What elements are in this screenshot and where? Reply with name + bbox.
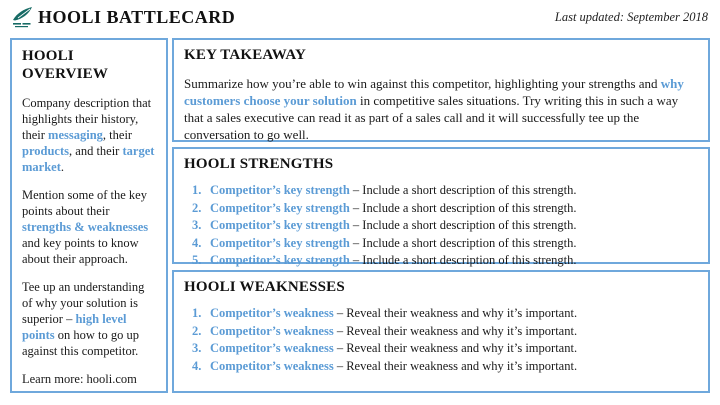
text-segment: Summarize how you’re able to win against this competitor, highlighting your strengths and (184, 76, 661, 91)
last-updated-text: Last updated: September 2018 (554, 10, 708, 24)
list-item-number: 4. (192, 235, 202, 250)
list-item-number: 2. (192, 323, 202, 338)
list-item-term: Competitor’s weakness (210, 323, 334, 338)
list-item (184, 200, 698, 218)
header (0, 0, 720, 36)
strengths-list (184, 182, 698, 270)
overview-panel (10, 38, 168, 393)
list-item-number: 1. (192, 183, 202, 197)
highlighted-term: products (22, 144, 70, 158)
strengths-title: HOOLI STRENGTHS (184, 156, 334, 172)
list-item (184, 340, 698, 358)
list-item-number: 3. (192, 218, 202, 232)
list-item-term: Competitor’s key strength (210, 253, 350, 267)
list-item-term: Competitor’s key strength (210, 200, 350, 215)
text-segment: , and their (69, 144, 123, 158)
weaknesses-panel (172, 270, 710, 393)
list-item-number: 4. (192, 358, 202, 373)
list-item-description: – Reveal their weakness and why it’s important. (333, 358, 578, 373)
highlighted-term: strengths & weaknesses (22, 220, 149, 234)
list-item (184, 323, 698, 341)
text-segment: Company description that highlights their history, their (22, 96, 152, 142)
list-item-term: Competitor’s weakness (210, 358, 334, 373)
list-item (184, 305, 698, 323)
text-segment: Tee up an understanding of why your solution is superior – (22, 280, 145, 326)
key-takeaway-title: KEY TAKEAWAY (184, 47, 307, 63)
list-item-description: – Include a short description of this strength. (349, 183, 577, 197)
text-segment: Learn more: hooli.com (22, 372, 137, 386)
key-takeaway-panel (172, 38, 710, 142)
list-item (184, 252, 698, 270)
overview-paragraph-2 (22, 187, 156, 267)
list-item-number: 3. (192, 341, 202, 355)
list-item-description: – Include a short description of this strength. (349, 253, 577, 267)
list-item-term: Competitor’s weakness (210, 341, 334, 355)
list-item-number: 5. (192, 253, 202, 267)
text-segment: , their (102, 128, 133, 142)
overview-paragraph-1 (22, 95, 156, 175)
highlighted-term: target market (22, 144, 155, 174)
list-item-description: – Reveal their weakness and why it’s important. (333, 323, 578, 338)
quill-icon (10, 5, 34, 29)
list-item-number: 1. (192, 306, 202, 320)
list-item-number: 2. (192, 200, 202, 215)
list-item-term: Competitor’s weakness (210, 306, 334, 320)
highlighted-term: why customers choose your solution (184, 76, 684, 108)
text-segment: Mention some of the key points about their (22, 188, 147, 218)
list-item (184, 235, 698, 253)
strengths-panel (172, 147, 710, 267)
list-item (184, 182, 698, 200)
weaknesses-title: HOOLI WEAKNESSES (184, 279, 345, 295)
overview-title: HOOLI OVERVIEW (22, 48, 109, 82)
text-segment: . (60, 160, 64, 174)
key-takeaway-body (184, 75, 698, 143)
list-item-term: Competitor’s key strength (210, 235, 350, 250)
list-item-description: – Include a short description of this strength. (349, 200, 577, 215)
text-segment: on how to go up against this competitor. (22, 328, 140, 358)
list-item-description: – Include a short description of this strength. (349, 218, 577, 232)
overview-paragraph-3 (22, 279, 156, 359)
overview-learn-more (22, 371, 156, 387)
list-item-term: Competitor’s key strength (210, 218, 350, 232)
page-title: HOOLI BATTLECARD (38, 7, 236, 27)
list-item (184, 358, 698, 376)
text-segment: and key points to know about their approach. (22, 236, 139, 266)
text-segment: in competitive sales situations. Try writing this in such a way that a sales executive can read it as part of a sales call and it will successfully tee up the conversation to go well. (184, 93, 679, 142)
list-item (184, 217, 698, 235)
list-item-description: – Include a short description of this strength. (349, 235, 577, 250)
highlighted-term: messaging (48, 128, 103, 142)
weaknesses-list (184, 305, 698, 375)
list-item-description: – Reveal their weakness and why it’s important. (333, 306, 578, 320)
highlighted-term: high level points (22, 312, 127, 342)
list-item-description: – Reveal their weakness and why it’s important. (333, 341, 578, 355)
list-item-term: Competitor’s key strength (210, 183, 350, 197)
